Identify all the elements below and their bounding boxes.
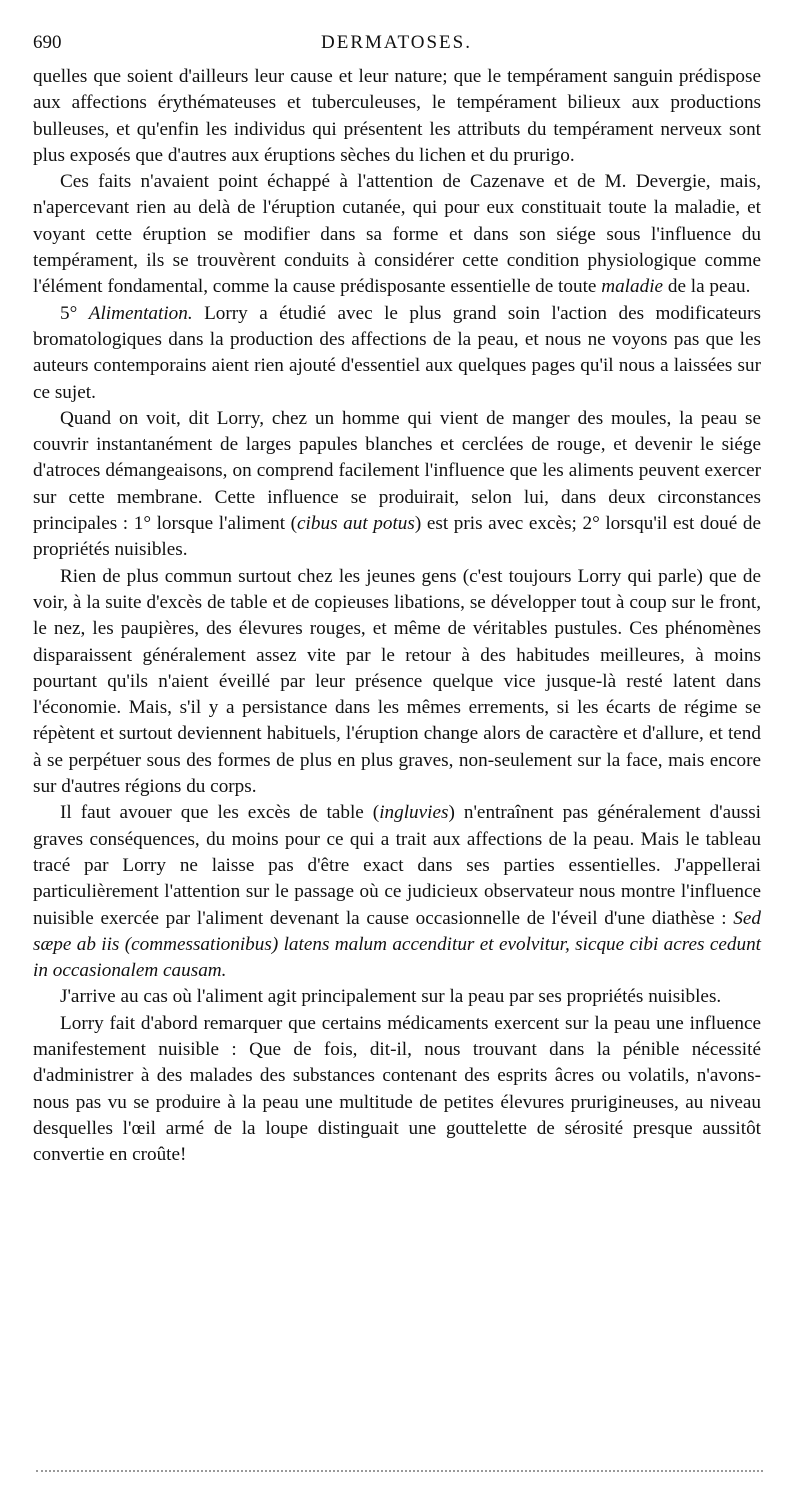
paragraph [33,800,761,984]
text-segment: ) n'entraînent pas généralement d'aussi graves conséquences, du moins pour ce qui a trait aux affections de la peau. Mais le tableau tracé par Lorry ne laisse pas d'être exact dans ses parties essentielles. J'appellerai particulièrement l'attention sur le passage où ce judicieux observateur nous montre l'influence nuisible exercée par l'aliment devenant la cause occasionnelle de l'éveil d'une diathèse : [33,802,761,929]
paragraph [33,984,761,1010]
text-segment: Lorry fait d'abord remarquer que certains médicaments exercent sur la peau une influence manifestement nuisible : Que de fois, dit-il, nous trouvant dans la pénible nécessité d'administrer à des malades des substances contenant des esprits âcres ou volatils, n'avons-nous pas vu se produire à la peau une multitude de petites élevures prurigineuses, au niveau desquelles l'œil armé de la loupe distinguait une gouttelette de sérosité presque aussitôt convertie en croûte! [33,1012,761,1166]
text-segment: ) est pris avec excès; 2° lorsqu'il est doué de propriétés nuisibles. [33,513,761,561]
running-title: DERMATOSES. [321,32,472,53]
italic-text: Alimentation. [88,302,193,324]
text-segment: Rien de plus commun surtout chez les jeunes gens (c'est toujours Lorry qui parle) que de voir, à la suite d'excès de table et de copieuses libations, se développer tout à coup sur le front, le nez, les paupières, des élevures rouges, et même de véritables pustules. Ces phénomènes disparaissent généralement assez vite par le retour à des habitudes meilleures, à moins pourtant qu'ils n'aient éveillé par leur présence quelque vice jusque-là resté latent dans l'économie. Mais, s'il y a persistance dans les mêmes errements, si les écarts de régime se répètent et surtout deviennent habituels, l'éruption change alors de caractère et d'allure, et tend à se perpétuer sous des formes de plus en plus graves, non-seulement sur la face, mais encore sur d'autres régions du corps. [33,565,761,798]
paragraph [33,169,761,300]
text-segment: de la peau. [663,276,751,298]
footer-dotted-rule [36,1470,763,1472]
italic-text: Sed sæpe ab iis (commessationibus) latens malum accenditur et evolvitur, sicque cibi acres cedunt in occasionalem causam. [33,907,761,982]
paragraph [33,406,761,564]
italic-text: maladie [601,276,664,298]
page-header [33,30,760,56]
text-segment: Lorry a étudié avec le plus grand soin l'action des modificateurs bromatologiques dans la production des affections de la peau, et nous ne voyons pas que les auteurs contemporains aient rien ajouté d'essentiel aux quelques pages qu'il nous a laissées sur ce sujet. [33,302,761,403]
paragraph [33,564,761,801]
text-segment: J'arrive au cas où l'aliment agit principalement sur la peau par ses propriétés nuisibles. [60,986,722,1008]
page-number: 690 [33,32,62,53]
italic-text: cibus aut potus [297,513,415,535]
paragraph [33,301,761,406]
italic-text: ingluvies [379,802,449,824]
text-segment: Ces faits n'avaient point échappé à l'attention de Cazenave et de M. Devergie, mais, n'apercevant rien au delà de l'éruption cutanée, qui pour eux constituait toute la maladie, et voyant cette éruption se modifier dans sa forme et dans son siége sous l'influence du tempérament, ils se trouvèrent conduits à considérer cette condition physiologique comme l'élément fondamental, comme la cause prédisposante essentielle de toute [33,171,761,298]
text-segment: Il faut avouer que les excès de table ( [60,802,380,824]
text-segment: 5° [60,302,89,324]
text-segment: quelles que soient d'ailleurs leur cause et leur nature; que le tempérament sanguin prédispose aux affections érythémateuses et tuberculeuses, le tempérament bilieux aux productions bulleuses, et qu'enfin les individus qui présentent les attributs du tempérament nerveux sont plus exposés que d'autres aux éruptions sèches du lichen et du prurigo. [33,66,761,166]
paragraph [33,1011,761,1169]
text-segment: Quand on voit, dit Lorry, chez un homme qui vient de manger des moules, la peau se couvrir instantanément de larges papules blanches et cerclées de rouge, et devenir le siége d'atroces démangeaisons, on comprend facilement l'influence que les aliments peuvent exercer sur cette membrane. Cette influence se produirait, selon lui, dans deux circonstances principales : 1° lorsque l'aliment ( [33,407,761,535]
paragraph [33,64,761,169]
body-text [33,64,761,1168]
